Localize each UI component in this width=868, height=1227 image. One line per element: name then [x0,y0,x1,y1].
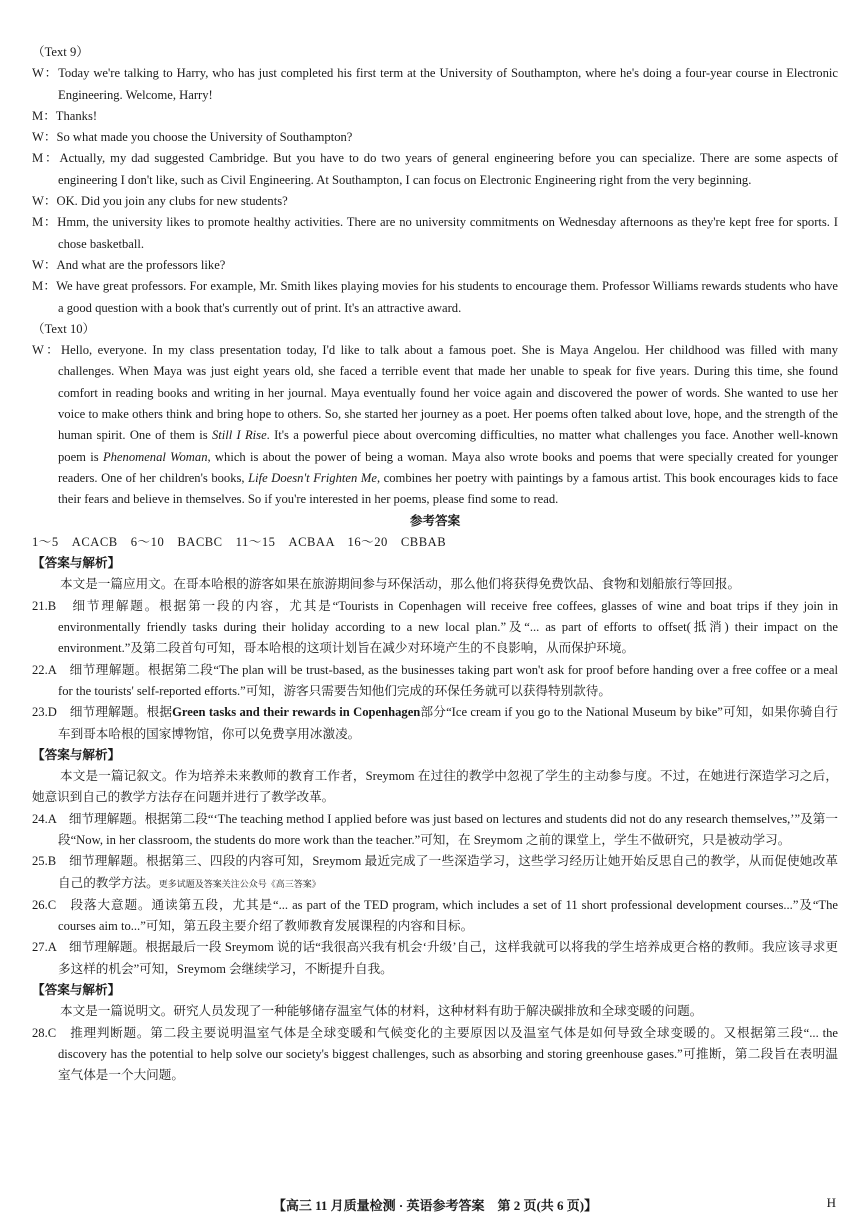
dialogue-text: OK. Did you join any clubs for new students? [56,194,288,209]
version-mark: H [826,1195,836,1210]
dialogue-line [32,255,838,276]
dialogue-line [32,212,838,255]
question-explanation-27: 27.A 细节理解题。根据最后一段 Sreymom 说的话“我很高兴我有机会‘升级’自己，这样我就可以将我的学生培养成更合格的教师。我应该寻求更多这样的机会”可知，Sreymom 会继续学习，不断提升自我。 [32,940,838,976]
poem-title: Phenomenal Woman [102,449,208,464]
question-explanation-24: 24.A 细节理解题。根据第二段“‘The teaching method I applied before was just based on lectures and students did not do any research themselves,’”及第一段“Now, in her classroom, the students do more work than the teacher.”可知，在 Sreymom 之前的课堂上，学生不做研究，只是被动学习。 [32,811,838,847]
dialogue-line [32,276,838,319]
page-footer: 【高三 11 月质量检测 · 英语参考答案 第 2 页(共 6 页)】 [272,1198,598,1213]
speaker-label: M： [32,279,57,294]
dialogue-text: So what made you choose the University of Southampton? [56,130,353,145]
section-heading: 【答案与解析】 [32,747,121,762]
book-title: Life Doesn't Frighten Me [248,470,377,485]
question-explanation-26: 26.C 段落大意题。通读第五段，尤其是“... as part of the TED program, which includes a set of 11 short professional development courses...”及“The courses aim to...”可知，第五段主要介绍了教师教育发展课程的内容和目标。 [32,897,838,934]
answer-key-row: 1～5 ACACB 6～10 BACBC 11～15 ACBAA 16～20 CBBAB [32,534,447,549]
speaker-label: W： [32,130,57,145]
explanation-part: 23.D 细节理解题。根据 [32,705,173,720]
dialogue-text: We have great professors. For example, Mr. Smith likes playing movies for his students to encourage them. Professor Williams rewards students who have a good question with a book that's currently out of print. It's an attractive award. [56,279,839,315]
text9-dialogue [32,63,838,319]
question-explanation-23 [32,702,838,745]
monologue-part: , combines her poetry with paintings by a famous artist. This book encourages kids to face their fears and believe in themselves. So if you're interested in her poems, please find some to read. [58,470,839,507]
dialogue-text: Today we're talking to Harry, who has just completed his first term at the University of Southampton, where he's doing a four-year course in Electronic Engineering. Welcome, Harry! [58,66,838,102]
dialogue-line [32,191,838,212]
dialogue-text: Hmm, the university likes to promote healthy activities. There are no university commitments on Wednesday afternoons as they're kept free for sports. I chose basketball. [57,215,838,251]
monologue-part: , which is about the power of being a woman. Maya also wrote books and poems that were specially created for younger readers. One of her children's books, [58,449,838,485]
section-intro: 本文是一篇记叙文。作为培养未来教师的教育工作者，Sreymom 在过往的教学中忽视了学生的主动参与度。不过，在她进行深造学习之后，她意识到自己的教学方法存在问题并进行了教学改革。 [32,769,838,805]
text10-tag: （Text 10） [32,321,96,336]
speaker-label: W： [32,66,59,81]
explanation-part: 25.B 细节理解题。根据第三、四段的内容可知，Sreymom 最近完成了一些深造学习，这些学习经历让她开始反思自己的教学，从而促使她改革自己的教学方法。 [32,854,838,890]
section-intro: 本文是一篇应用文。在哥本哈根的游客如果在旅游期间参与环保活动，那么他们将获得免费饮品、食物和划船旅行等回报。 [60,577,741,592]
dialogue-text: Thanks! [55,108,98,123]
explanation-part: 部分“Ice cream if you go to the National Museum by bike”可知，如果你骑自行车到哥本哈根的国家博物馆，你可以免费享用冰激凌。 [58,705,838,741]
section-title-bold: Green tasks and their rewards in Copenhagen [172,705,421,720]
text10-monologue [32,340,838,510]
question-explanation-21: 21.B 细节理解题。根据第一段的内容，尤其是“Tourists in Copenhagen will receive free coffees, glasses of wine and boat trips if they join in environmentally friendly tasks during their holiday according to a new local plan.”及“... as part of efforts to offset(抵消) their impact on the environment.”及第二段首句可知，哥本哈根的这项计划旨在减少对环境产生的不良影响，从而保护环境。 [32,598,838,656]
monologue-part: Hello, everyone. In my class presentation today, I'd like to talk about a famous poet. She is Maya Angelou. Her childhood was filled with many challenges. When Maya was just eight years old, she faced a terrible event that made her unable to speak for five years. During this time, she found comfort in reading books and writing in her journal. Maya eventually found her voice again and discovered the power of words. She wanted to use her voice to make others think and bring hope to others. So, she started her journey as a poet. Her poems often talked about love, hope, and the strength of the human spirit. One of them is [58,343,839,443]
monologue-part: . It's a powerful piece about overcoming difficulties, no matter what challenges you face. Another well-known poem is [58,428,839,464]
section-intro: 本文是一篇说明文。研究人员发现了一种能够储存温室气体的材料，这种材料有助于解决碳排放和全球变暖的问题。 [60,1004,703,1019]
dialogue-line [32,63,838,106]
text9-tag: （Text 9） [32,45,89,59]
answers-heading: 参考答案 [409,513,461,528]
poem-title: Still I Rise [211,428,267,443]
speaker-label: M： [32,215,58,230]
speaker-label: W： [32,257,57,272]
dialogue-line [32,127,838,148]
dialogue-text: And what are the professors like? [56,257,226,272]
speaker-label: W： [32,194,57,209]
page-content [32,42,838,1087]
dialogue-line [32,106,838,127]
speaker-label: M： [32,108,56,123]
speaker-label: M： [32,151,60,166]
speaker-label: W： [32,343,62,358]
question-explanation-28: 28.C 推理判断题。第二段主要说明温室气体是全球变暖和气候变化的主要原因以及温室气体是如何导致全球变暖的。又根据第三段“... the discovery has the potential to help solve our society's biggest challenges, such as absorbing and storing greenhouse gases.”可推断，第二段旨在表明温室气体是一个大问题。 [32,1025,838,1083]
question-explanation-25 [32,851,838,895]
promo-note: 更多试题及答案关注公众号《高三答案》 [158,878,321,889]
dialogue-line [32,148,838,191]
dialogue-text: Actually, my dad suggested Cambridge. But you have to do two years of general engineering before you can specialize. There are some aspects of engineering I don't like, such as Civil Engineering. At Southampton, I can focus on Electronic Engineering right from the very beginning. [58,151,838,187]
section-heading: 【答案与解析】 [32,556,121,571]
question-explanation-22: 22.A 细节理解题。根据第二段“The plan will be trust-based, as the businesses taking part won't ask for proof before handing over a free coffee or a meal for the tourists' self-reported efforts.”可知，游客只需要告知他们完成的环保任务就可以获得特别款待。 [32,662,838,698]
section-heading: 【答案与解析】 [32,983,121,998]
